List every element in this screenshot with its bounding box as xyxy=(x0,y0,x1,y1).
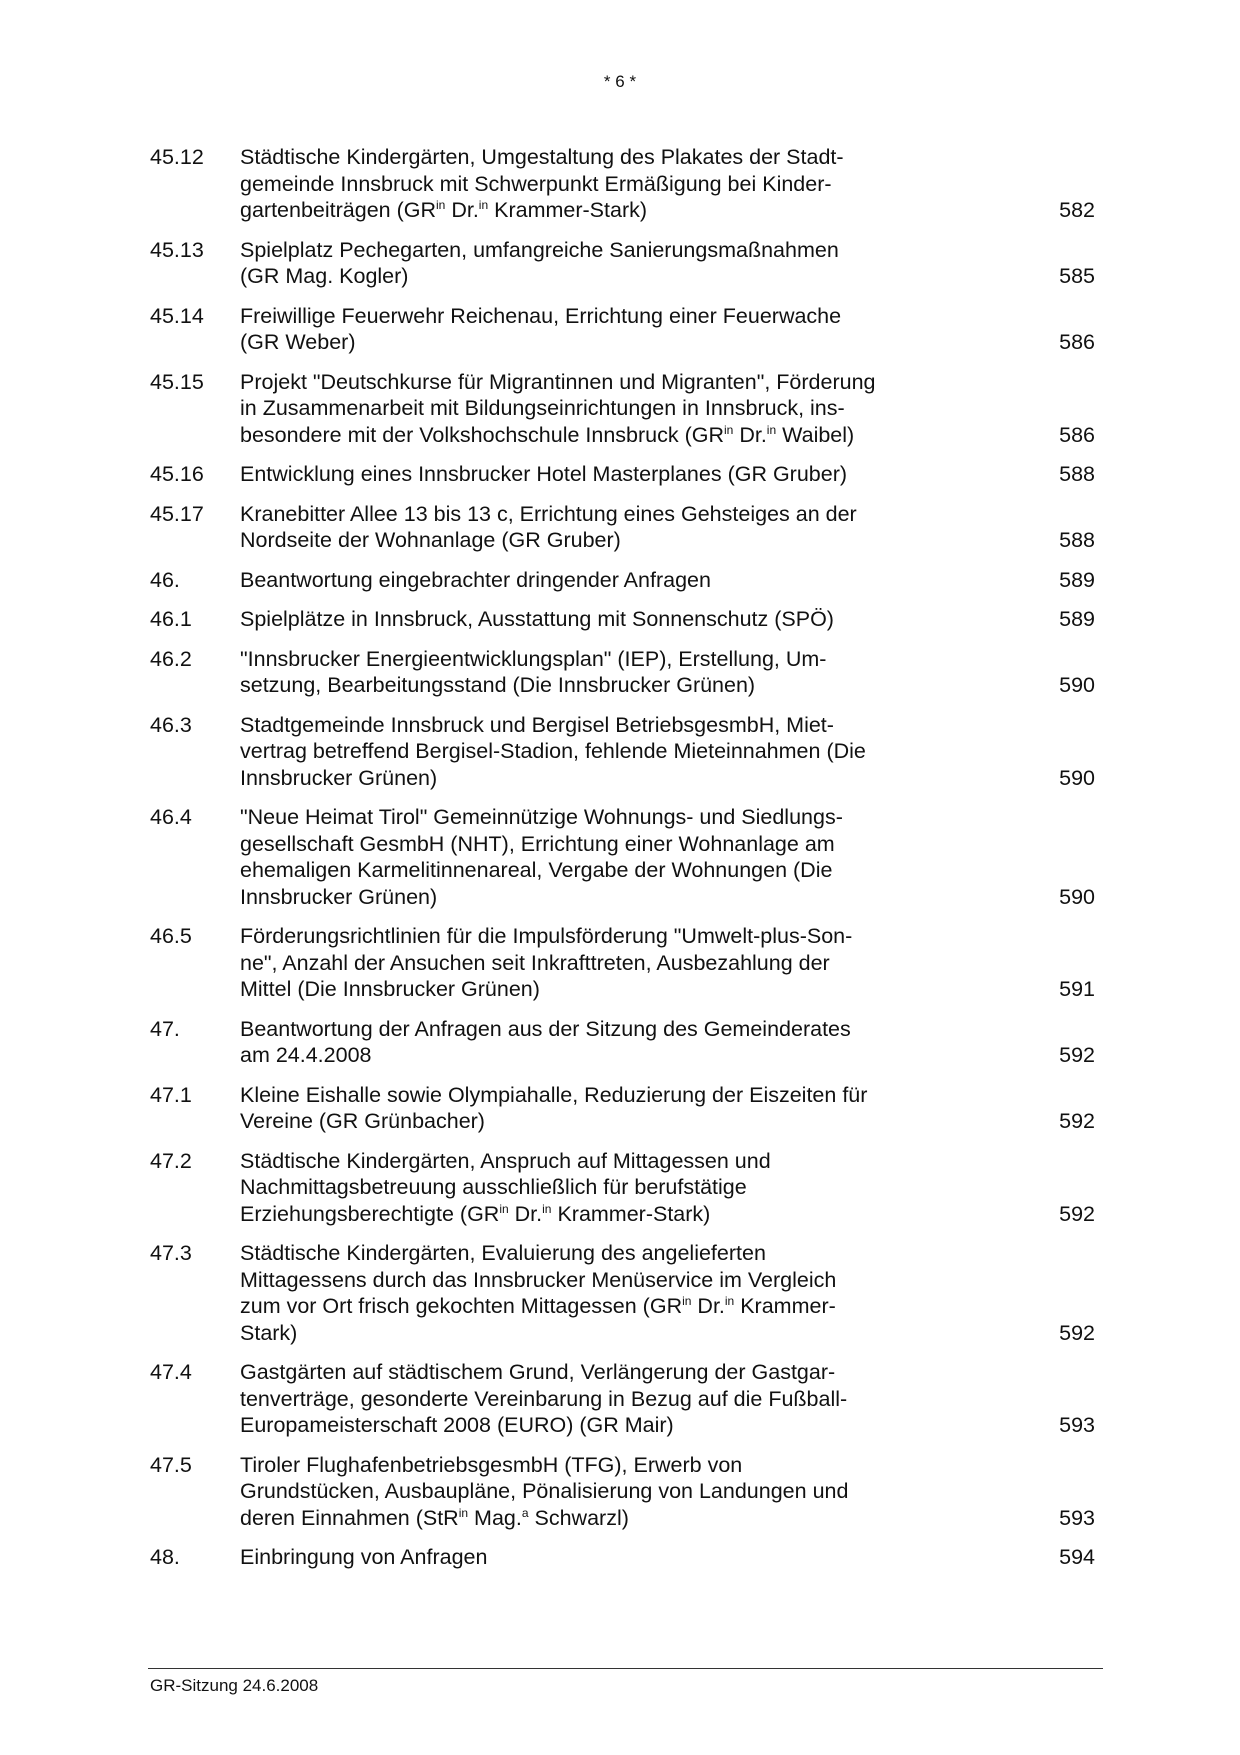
toc-entry-title xyxy=(240,144,930,224)
toc-entry-page: 592 xyxy=(1059,1109,1095,1133)
toc-entry-text-segment: Spielplätze in Innsbruck, Ausstattung mit Sonnenschutz (SPÖ) xyxy=(240,607,834,631)
toc-entry-title xyxy=(240,1016,930,1069)
superscript-text: in xyxy=(478,198,489,212)
toc-entry-title xyxy=(240,712,930,792)
toc-entry-number: 45.15 xyxy=(150,369,204,394)
toc-entry-text-segment: Städtische Kindergärten, Evaluierung des angelieferten Mittagessens durch das Innsbrucker Menüservice im Vergleich zum vor Ort frisch gekochten Mittagessen (GR xyxy=(240,1241,837,1318)
toc-entry-number: 46.1 xyxy=(150,607,192,631)
toc-entry-text-segment: Schwarzl) xyxy=(528,1505,629,1530)
toc-entry-text-segment: "Neue Heimat Tirol" Gemeinnützige Wohnungs- und Siedlungs- gesellschaft GesmbH (NHT), Errichtung einer Wohnanlage am ehemaligen Karmelitinnenareal, Vergabe der Wohnungen (Die Innsbrucker Grünen) xyxy=(240,805,843,909)
toc-entry-title xyxy=(240,369,930,449)
toc-entry-title xyxy=(240,646,930,699)
toc-entry-number: 47.1 xyxy=(150,1082,192,1107)
toc-entry-number: 47.4 xyxy=(150,1360,192,1384)
toc-entry-number: 48. xyxy=(150,1545,180,1569)
toc-entry-page: 593 xyxy=(1059,1413,1095,1437)
table-of-contents xyxy=(150,144,1105,1584)
toc-entry-text-segment: Dr. xyxy=(733,422,767,447)
toc-entry-text-segment: Städtische Kindergärten, Anspruch auf Mittagessen und Nachmittagsbetreuung ausschließlich für berufstätige Erziehungsberechtigte (GR xyxy=(240,1148,771,1226)
toc-entry-text-segment: "Innsbrucker Energieentwicklungsplan" (IEP), Erstellung, Um- setzung, Bearbeitungsstand (Die Innsbrucker Grünen) xyxy=(240,646,827,697)
toc-entry-title xyxy=(240,1082,930,1135)
toc-entry-title xyxy=(240,1148,930,1228)
toc-entry-text-segment: Dr. xyxy=(445,198,479,222)
toc-entry-title xyxy=(240,303,930,356)
toc-entry xyxy=(150,501,1105,554)
superscript-text: in xyxy=(499,1201,509,1216)
toc-entry-title xyxy=(240,237,930,290)
toc-entry-text-segment: Dr. xyxy=(508,1201,543,1226)
toc-entry-page: 594 xyxy=(1059,1545,1095,1569)
toc-entry-title xyxy=(240,501,930,554)
toc-entry xyxy=(150,923,1105,1003)
toc-entry-title xyxy=(240,567,930,594)
toc-entry xyxy=(150,606,1105,633)
toc-entry xyxy=(150,1544,1105,1571)
toc-entry-page: 593 xyxy=(1059,1505,1095,1530)
toc-entry xyxy=(150,144,1105,224)
toc-entry-number: 47.3 xyxy=(150,1241,192,1265)
toc-entry-number: 47.5 xyxy=(150,1452,192,1477)
toc-entry-text-segment: Krammer-Stark) xyxy=(488,198,648,222)
toc-entry-text-segment: Spielplatz Pechegarten, umfangreiche Sanierungsmaßnahmen (GR Mag. Kogler) xyxy=(240,237,839,288)
toc-entry-text-segment: Freiwillige Feuerwehr Reichenau, Errichtung einer Feuerwache (GR Weber) xyxy=(240,303,842,354)
toc-entry-text-segment: Projekt "Deutschkurse für Migrantinnen und Migranten", Förderung in Zusammenarbeit mit Bildungseinrichtungen in Innsbruck, ins- besondere mit der Volkshochschule Innsbruck (GR xyxy=(240,369,876,447)
toc-entry-page: 590 xyxy=(1059,673,1095,697)
toc-entry-number: 45.16 xyxy=(150,462,204,486)
toc-entry-page: 588 xyxy=(1059,462,1095,486)
toc-entry-text-segment: Waibel) xyxy=(776,422,855,447)
toc-entry xyxy=(150,1016,1105,1069)
toc-entry xyxy=(150,567,1105,594)
superscript-text: in xyxy=(766,422,777,437)
toc-entry xyxy=(150,237,1105,290)
toc-entry-number: 45.13 xyxy=(150,237,204,262)
toc-entry-title xyxy=(240,1452,930,1532)
toc-entry-text-segment: Kranebitter Allee 13 bis 13 c, Errichtung eines Gehsteiges an der Nordseite der Wohnanlage (GR Gruber) xyxy=(240,501,857,552)
toc-entry-page: 592 xyxy=(1059,1201,1095,1226)
toc-entry-text-segment: Beantwortung eingebrachter dringender Anfragen xyxy=(240,567,711,592)
superscript-text: in xyxy=(542,1201,552,1216)
toc-entry-title xyxy=(240,606,930,633)
toc-entry-page: 586 xyxy=(1059,330,1095,354)
toc-entry xyxy=(150,1082,1105,1135)
toc-entry-text-segment: Krammer-Stark) xyxy=(551,1201,711,1226)
toc-entry-number: 45.17 xyxy=(150,501,204,526)
toc-entry-text-segment: Einbringung von Anfragen xyxy=(240,1545,488,1569)
toc-entry-page: 585 xyxy=(1059,264,1095,288)
superscript-text: in xyxy=(724,1294,735,1308)
toc-entry-number: 45.14 xyxy=(150,303,204,328)
toc-entry-text-segment: Krammer- Stark) xyxy=(240,1294,836,1345)
toc-entry-text-segment: Stadtgemeinde Innsbruck und Bergisel BetriebsgesmbH, Miet- vertrag betreffend Bergisel-Stadion, fehlende Mieteinnahmen (Die Innsbrucker Grünen) xyxy=(240,712,866,790)
toc-entry xyxy=(150,461,1105,488)
toc-entry-number: 46.3 xyxy=(150,712,192,737)
superscript-text: in xyxy=(682,1294,692,1308)
toc-entry-text-segment: Förderungsrichtlinien für die Impulsförderung "Umwelt-plus-Son- ne", Anzahl der Ansuchen seit Inkrafttreten, Ausbezahlung der Mittel (Die Innsbrucker Grünen) xyxy=(240,924,853,1001)
toc-entry-text-segment: Beantwortung der Anfragen aus der Sitzung des Gemeinderates am 24.4.2008 xyxy=(240,1016,851,1067)
toc-entry-number: 46. xyxy=(150,567,180,592)
toc-entry-title xyxy=(240,1359,930,1439)
toc-entry-page: 582 xyxy=(1059,198,1095,222)
page-number: * 6 * xyxy=(603,72,637,91)
toc-entry-title xyxy=(240,461,930,488)
toc-entry xyxy=(150,712,1105,792)
toc-entry-number: 46.5 xyxy=(150,924,192,948)
toc-entry-number: 47.2 xyxy=(150,1148,192,1173)
toc-entry-number: 45.12 xyxy=(150,145,204,169)
toc-entry-page: 590 xyxy=(1059,884,1095,909)
footer-divider xyxy=(148,1668,1103,1669)
toc-entry-title xyxy=(240,1544,930,1571)
toc-entry xyxy=(150,646,1105,699)
toc-entry xyxy=(150,804,1105,910)
toc-entry-number: 46.4 xyxy=(150,805,192,829)
toc-entry-page: 586 xyxy=(1059,422,1095,447)
superscript-text: in xyxy=(724,422,734,437)
toc-entry-text-segment: Entwicklung eines Innsbrucker Hotel Masterplanes (GR Gruber) xyxy=(240,462,848,486)
toc-entry-page: 589 xyxy=(1059,607,1095,631)
toc-entry-page: 588 xyxy=(1059,528,1095,552)
toc-entry-title xyxy=(240,923,930,1003)
toc-entry-page: 591 xyxy=(1059,977,1095,1001)
toc-entry-text-segment: Städtische Kindergärten, Umgestaltung des Plakates der Stadt- gemeinde Innsbruck mit Schwerpunkt Ermäßigung bei Kinder- gartenbeiträgen (GR xyxy=(240,145,844,222)
toc-entry-text-segment: Tiroler FlughafenbetriebsgesmbH (TFG), Erwerb von Grundstücken, Ausbaupläne, Pönalisierung von Landungen und deren Einnahmen (StR xyxy=(240,1452,849,1530)
toc-entry xyxy=(150,1452,1105,1532)
toc-entry-title xyxy=(240,804,930,910)
toc-entry xyxy=(150,1240,1105,1346)
superscript-text: in xyxy=(458,1505,469,1520)
toc-entry xyxy=(150,303,1105,356)
toc-entry xyxy=(150,1359,1105,1439)
toc-entry-text-segment: Dr. xyxy=(691,1294,725,1318)
toc-entry-text-segment: Gastgärten auf städtischem Grund, Verlängerung der Gastgar- tenverträge, gesonderte Vereinbarung in Bezug auf die Fußball- Europameisterschaft 2008 (EURO) (GR Mair) xyxy=(240,1360,848,1437)
toc-entry-text-segment: Mag. xyxy=(468,1505,522,1530)
superscript-text: a xyxy=(521,1505,529,1520)
toc-entry-page: 592 xyxy=(1059,1320,1095,1345)
toc-entry-page: 592 xyxy=(1059,1043,1095,1067)
toc-entry-number: 47. xyxy=(150,1016,180,1041)
footer-session-label: GR-Sitzung 24.6.2008 xyxy=(150,1676,319,1695)
toc-entry xyxy=(150,1148,1105,1228)
toc-entry-number: 46.2 xyxy=(150,646,192,671)
toc-entry xyxy=(150,369,1105,449)
superscript-text: in xyxy=(436,198,446,212)
toc-entry-text-segment: Kleine Eishalle sowie Olympiahalle, Reduzierung der Eiszeiten für Vereine (GR Grünbacher) xyxy=(240,1082,868,1133)
toc-entry-title xyxy=(240,1240,930,1346)
toc-entry-page: 590 xyxy=(1059,765,1095,790)
toc-entry-page: 589 xyxy=(1059,567,1095,592)
